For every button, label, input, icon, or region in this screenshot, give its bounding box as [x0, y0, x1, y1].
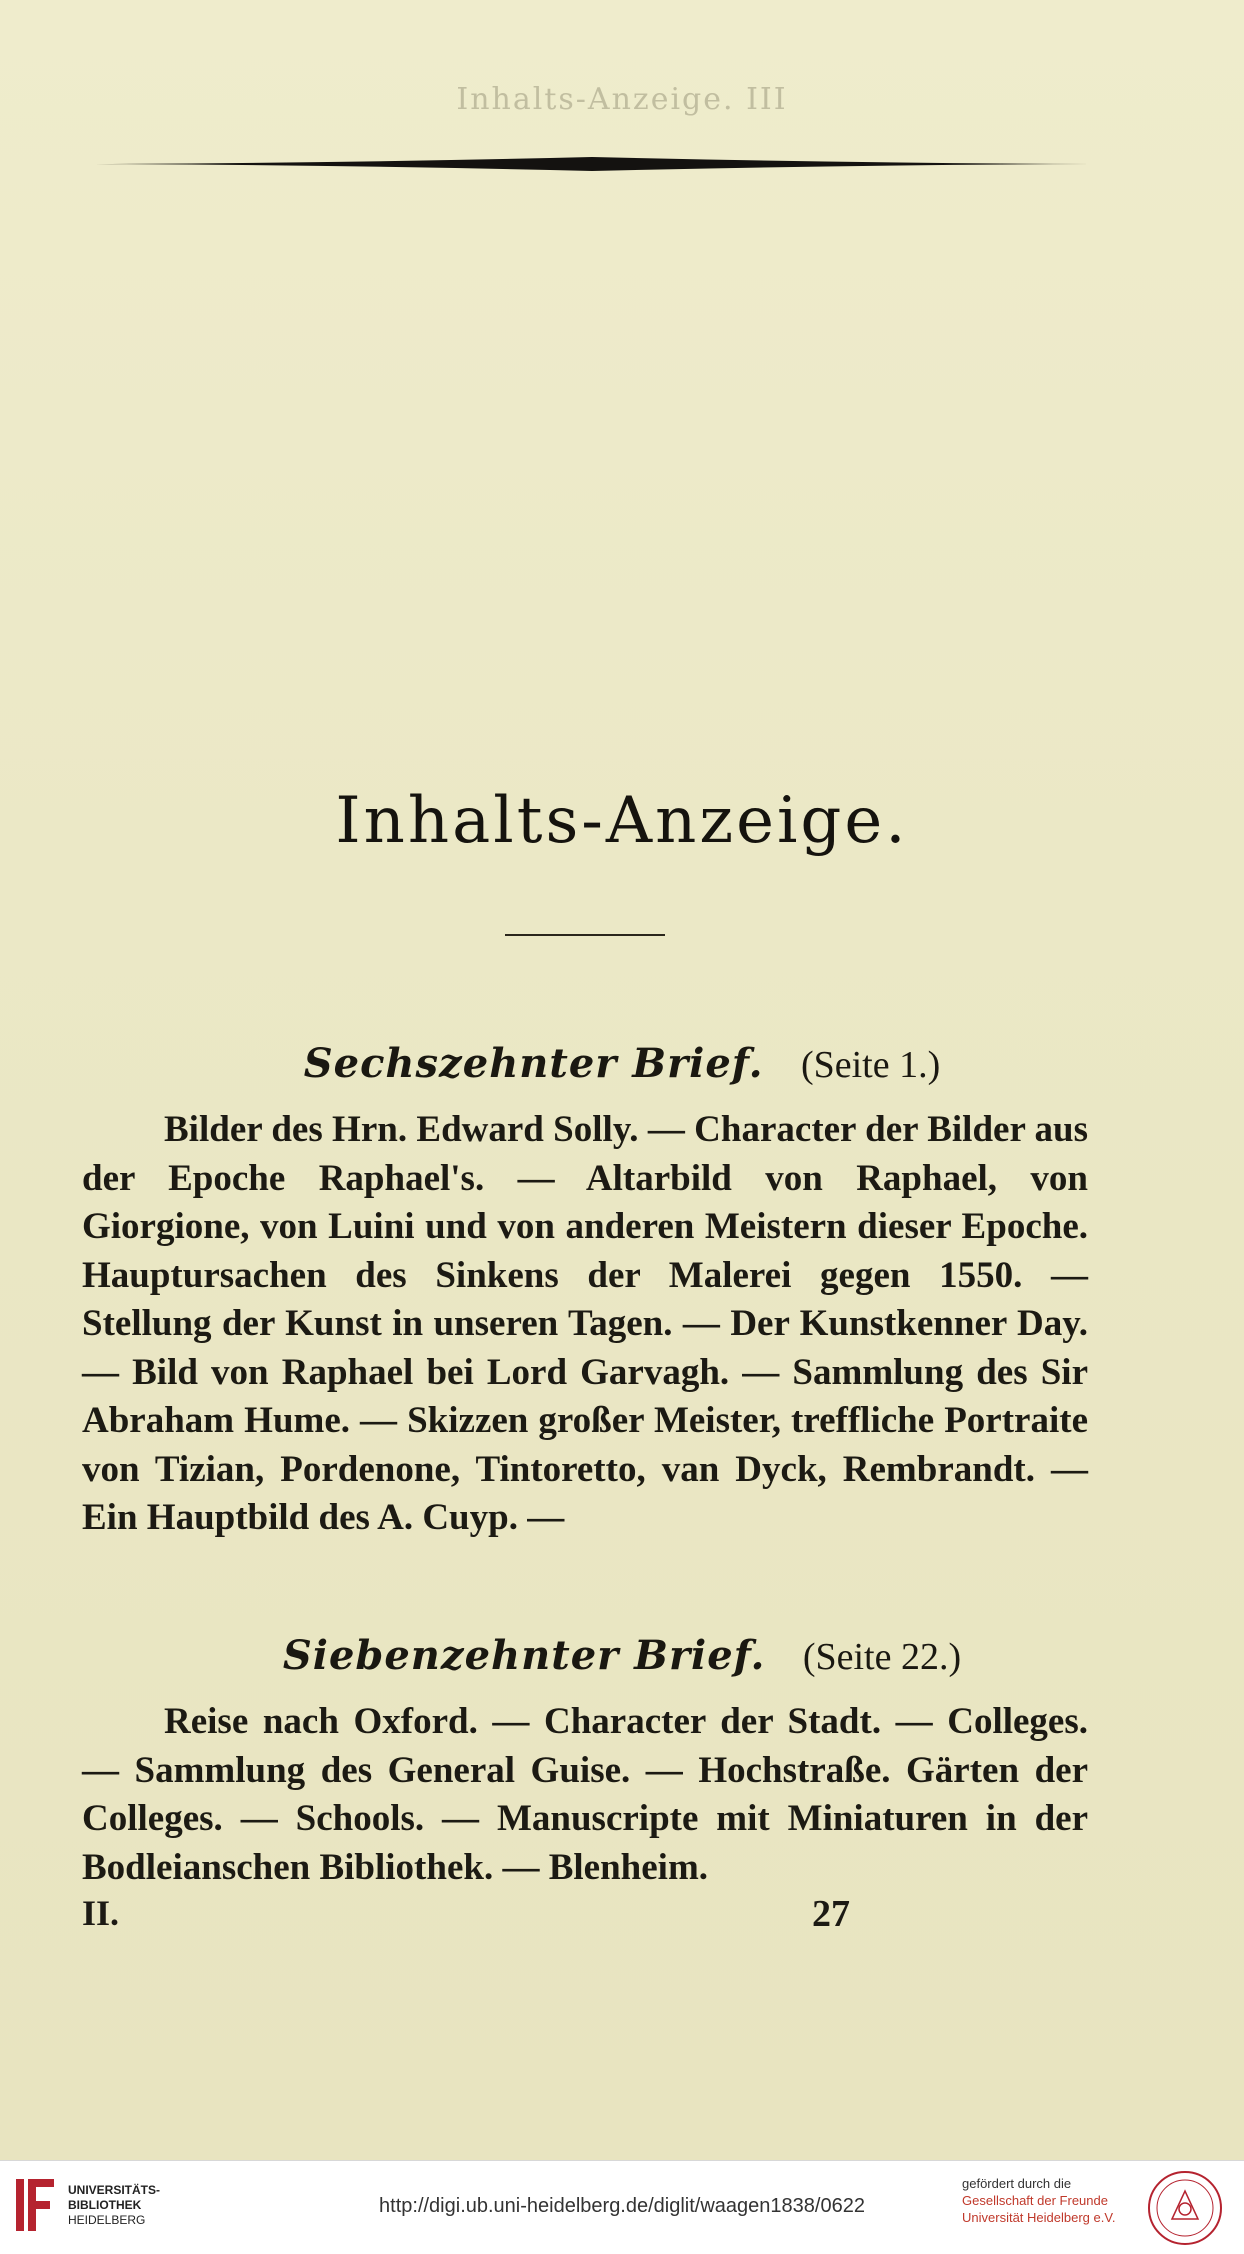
letter-page-ref: (Seite 1.) [800, 1044, 941, 1086]
title-rule [505, 934, 665, 936]
university-seal-icon [1146, 2169, 1224, 2247]
letter-page-ref: (Seite 22.) [802, 1636, 962, 1678]
header-rule [95, 156, 1090, 172]
letter-name: Siebenzehnter Brief. [282, 1632, 766, 1679]
letter-summary-2 [82, 1698, 1088, 1892]
letter-heading-1 [0, 1040, 1244, 1087]
page-number: 27 [812, 1893, 850, 1935]
page-title: Inhalts-Anzeige. [335, 784, 909, 858]
sponsor-lead: gefördert durch die [962, 2176, 1072, 2191]
sponsor-org: Gesellschaft der Freunde [962, 2193, 1108, 2208]
library-name-line: UNIVERSITÄTS- [68, 2183, 161, 2197]
library-name-line: HEIDELBERG [68, 2213, 146, 2227]
letter-name: Sechszehnter Brief. [303, 1040, 764, 1087]
digitization-url-link[interactable]: http://digi.ub.uni-heidelberg.de/diglit/waagen1838/0622 [379, 2195, 865, 2217]
letter-summary-text: Bilder des Hrn. Edward Solly. — Character der Bilder aus der Epoche Raphael's. — Altarbild von Raphael, von Giorgione, von Luini und von anderen Meistern dieser Epoche. Hauptursachen des Sinkens der Malerei gegen 1550. — Stellung der Kunst in unseren Tagen. — Der Kunstkenner Day. — Bild von Raphael bei Lord Garvagh. — Sammlung des Sir Abraham Hume. — Skizzen großer Meister, treffliche Portraite von Tizian, Pordenone, Tintoretto, van Dyck, Rembrandt. — Ein Hauptbild des A. Cuyp. — [82, 1109, 1088, 1538]
digitization-footer [0, 2160, 1244, 2254]
letter-summary-1 [82, 1106, 1088, 1543]
letter-summary-text: Reise nach Oxford. — Character der Stadt. — Colleges. — Sammlung des General Guise. — Hochstraße. Gärten der Colleges. — Schools. — Manuscripte mit Miniaturen in der Bodleianschen Bibliothek. — Blenheim. [82, 1701, 1088, 1888]
sponsor-credit [962, 2175, 1142, 2226]
letter-heading-2 [0, 1632, 1244, 1679]
signature-mark: II. [82, 1893, 120, 1933]
sponsor-org: Universität Heidelberg e.V. [962, 2210, 1116, 2225]
library-name-line: BIBLIOTHEK [68, 2198, 142, 2212]
running-head: Inhalts-Anzeige. III [456, 82, 788, 117]
